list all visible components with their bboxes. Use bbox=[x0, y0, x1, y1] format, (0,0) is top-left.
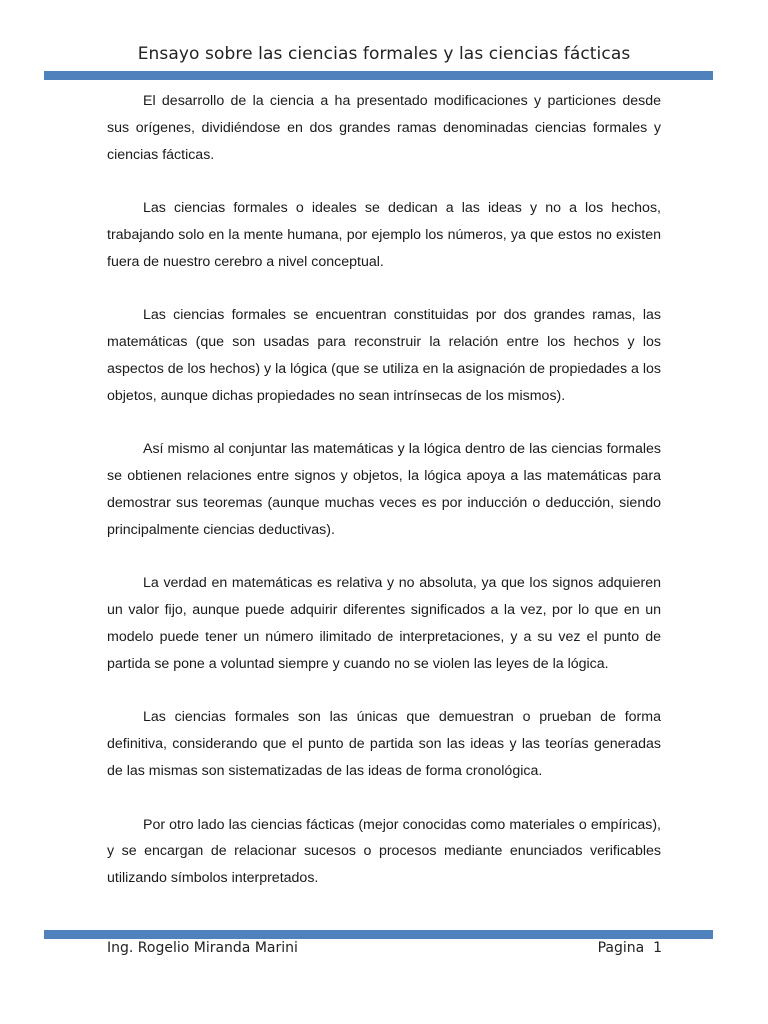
paragraph: La verdad en matemáticas es relativa y no absoluta, ya que los signos adquieren un valor fijo, aunque puede adquirir diferentes significados a la vez, por lo que en un modelo puede tener un número ilimitado de interpretaciones, y a su vez el punto de partida se pone a voluntad siempre y cuando no se violen las leyes de la lógica. bbox=[107, 575, 661, 672]
page-header-title: Ensayo sobre las ciencias formales y las ciencias fácticas bbox=[137, 44, 631, 64]
header-rule bbox=[44, 71, 713, 80]
footer-rule bbox=[44, 930, 713, 939]
paragraph: Las ciencias formales o ideales se dedican a las ideas y no a los hechos, trabajando solo en la mente humana, por ejemplo los números, ya que estos no existen fuera de nuestro cerebro a nivel conceptual. bbox=[107, 200, 661, 270]
document-body bbox=[107, 88, 661, 919]
paragraph: Las ciencias formales son las únicas que demuestran o prueban de forma definitiva, considerando que el punto de partida son las ideas y las teorías generadas de las mismas son sistematizadas de las ideas de forma cronológica. bbox=[107, 709, 661, 779]
footer-page-number: Pagina 1 bbox=[597, 940, 662, 956]
footer-author: Ing. Rogelio Miranda Marini bbox=[107, 940, 298, 956]
paragraph: Por otro lado las ciencias fácticas (mejor conocidas como materiales o empíricas), y se encargan de relacionar sucesos o procesos mediante enunciados verificables utilizando símbolos interpretados. bbox=[107, 816, 661, 887]
paragraph: Las ciencias formales se encuentran constituidas por dos grandes ramas, las matemáticas (que son usadas para reconstruir la relación entre los hechos y los aspectos de los hechos) y la lógica (que se utiliza en la asignación de propiedades a los objetos, aunque dichas propiedades no sean intrínsecas de los mismos). bbox=[107, 307, 661, 404]
paragraph: El desarrollo de la ciencia a ha presentado modificaciones y particiones desde sus orígenes, dividiéndose en dos grandes ramas denominadas ciencias formales y ciencias fácticas. bbox=[107, 93, 661, 163]
paragraph: Así mismo al conjuntar las matemáticas y la lógica dentro de las ciencias formales se obtienen relaciones entre signos y objetos, la lógica apoya a las matemáticas para demostrar sus teoremas (aunque muchas veces es por inducción o deducción, siendo principalmente ciencias deductivas). bbox=[107, 441, 661, 538]
